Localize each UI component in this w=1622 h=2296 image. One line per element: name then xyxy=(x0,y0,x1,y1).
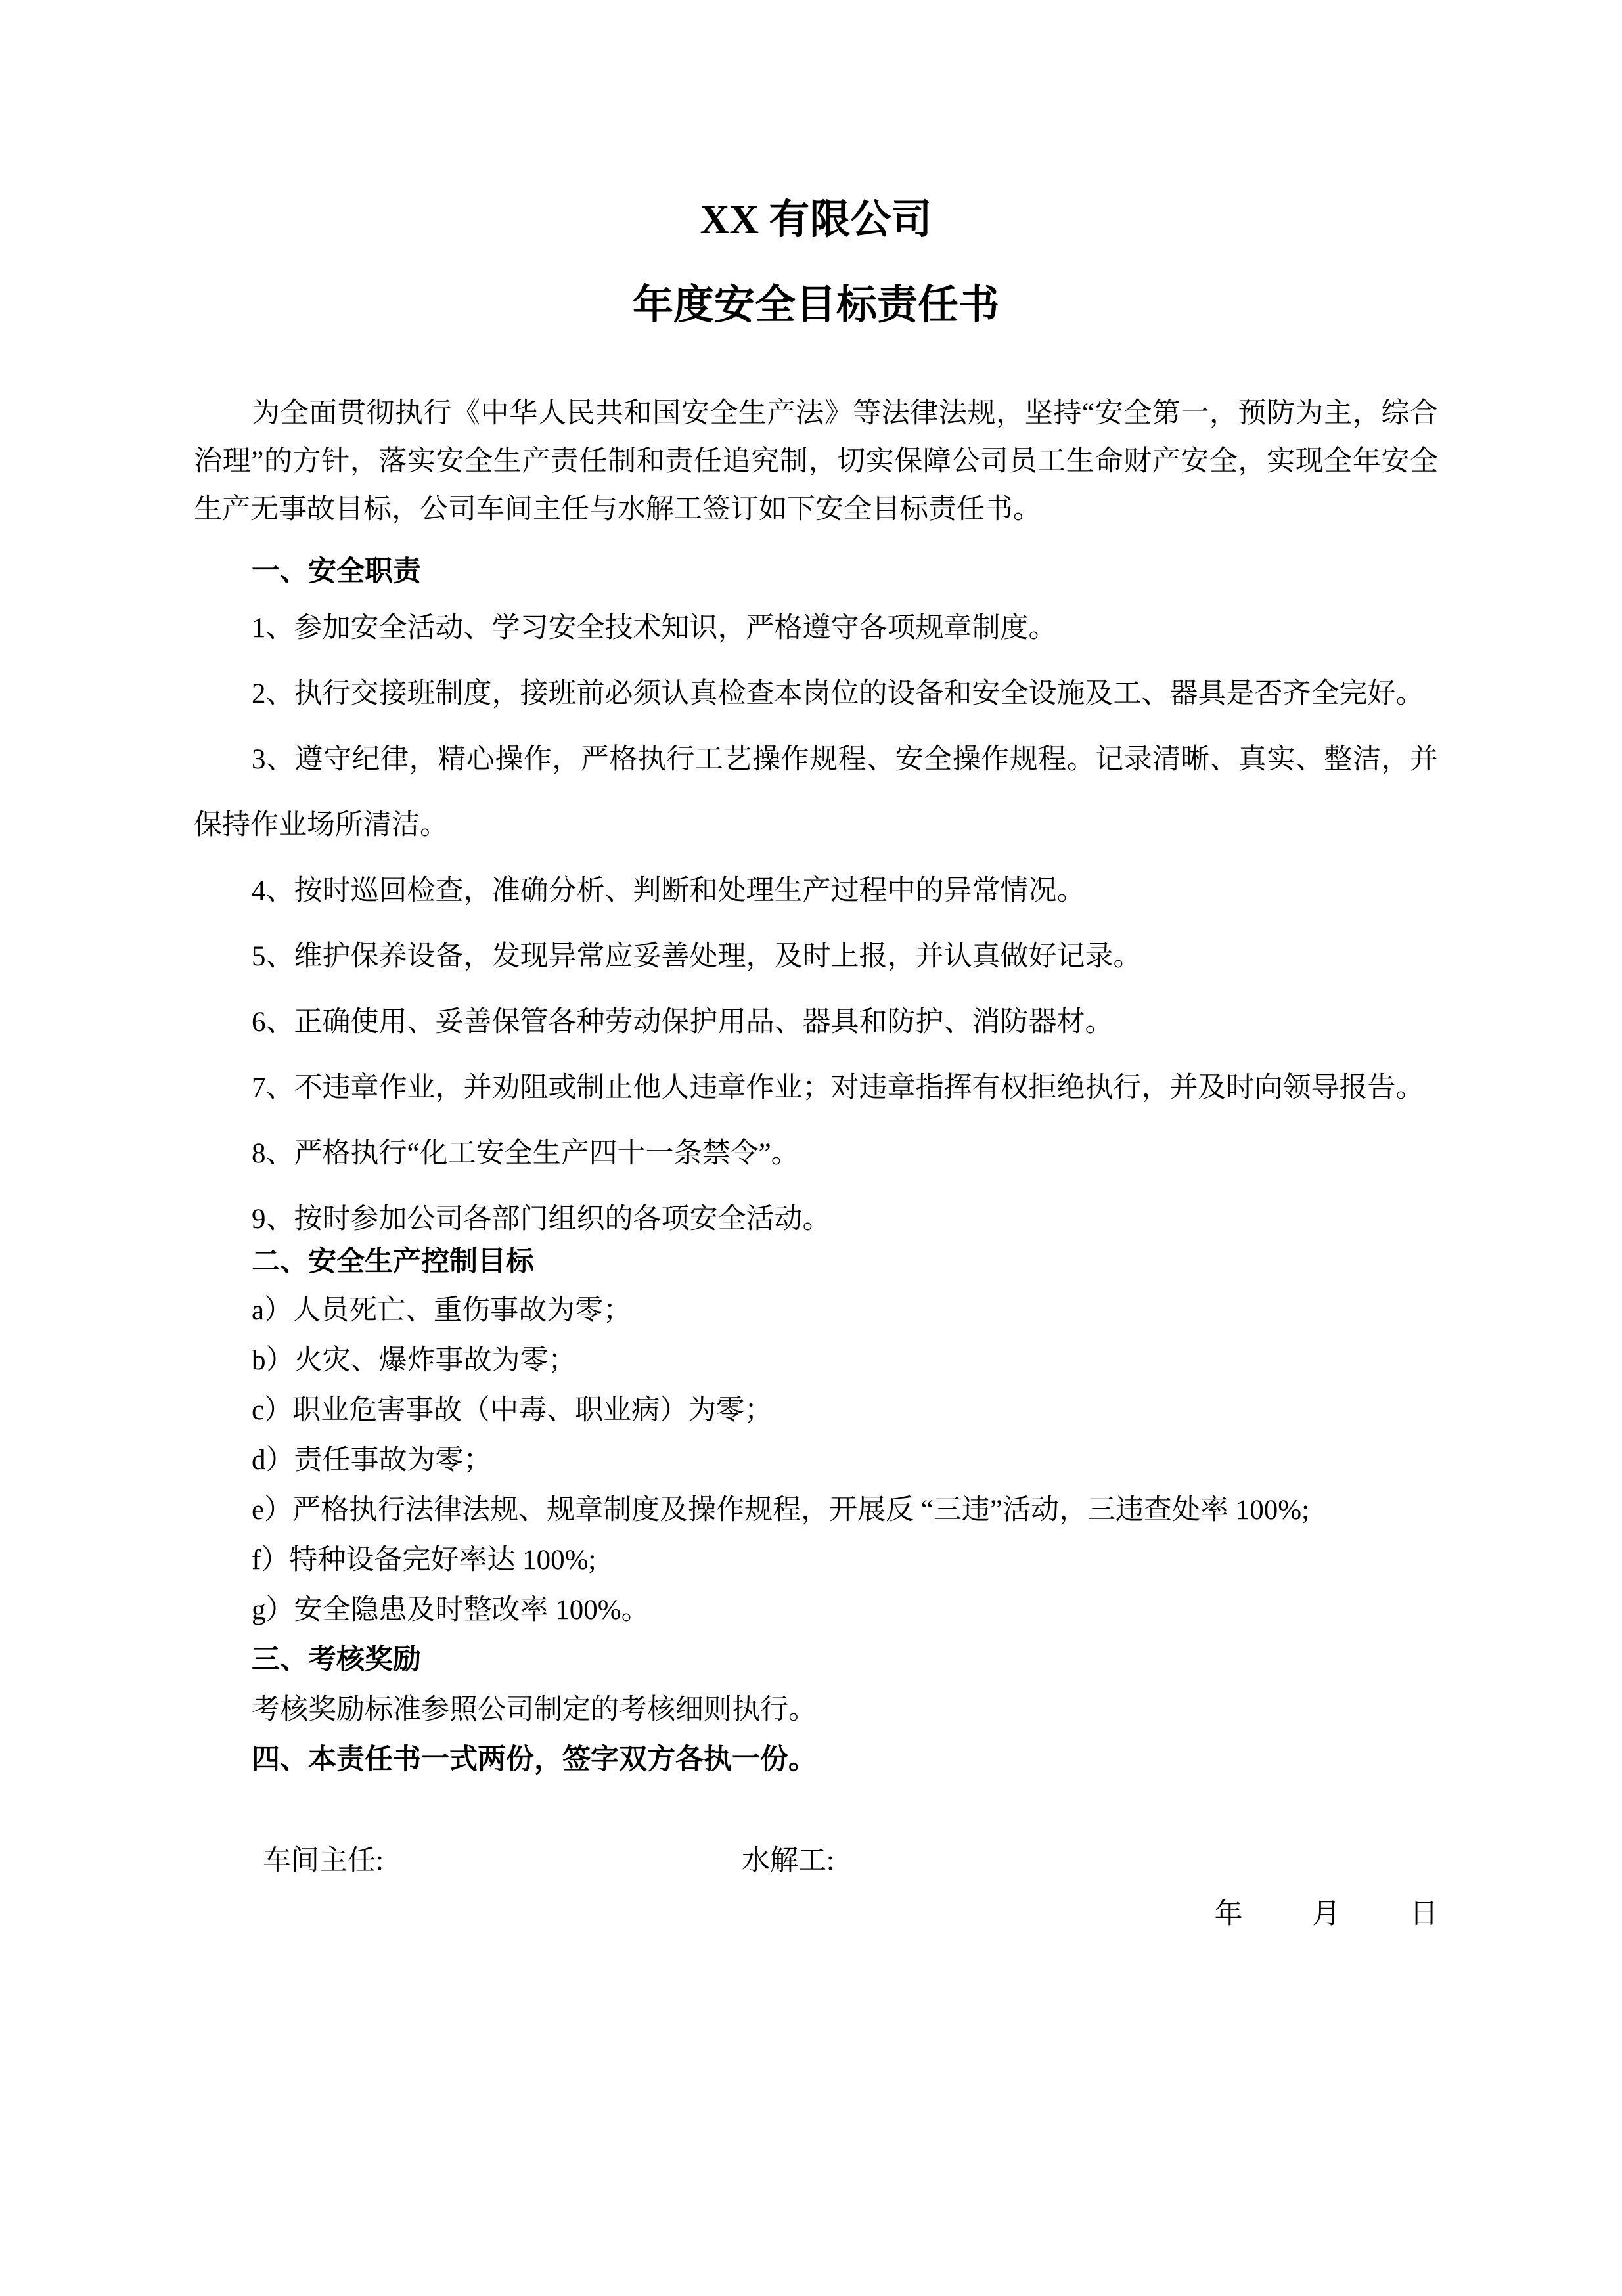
date-line xyxy=(194,1889,1438,1939)
section-1-heading: 一、安全职责 xyxy=(252,556,421,587)
company-title: XX 有限公司 xyxy=(700,198,932,242)
section-2-heading: 二、安全生产控制目标 xyxy=(252,1247,534,1277)
section-1-item: 4、按时巡回检查，准确分析、判断和处理生产过程中的异常情况。 xyxy=(252,875,1085,906)
section-1-item: 5、维护保养设备，发现异常应妥善处理，及时上报，并认真做好记录。 xyxy=(252,941,1142,972)
section-2-item: d）责任事故为零； xyxy=(252,1445,492,1476)
workshop-director-signature-label: 车间主任: xyxy=(263,1845,384,1876)
section-2-items xyxy=(194,1286,1438,1635)
section-1-items xyxy=(194,596,1438,1252)
section-3-heading: 三、考核奖励 xyxy=(252,1645,421,1675)
intro-paragraph: 为全面贯彻执行《中华人民共和国安全生产法》等法律法规，坚持“安全第一，预防为主，综合治理”的方针，落实安全生产责任制和责任追究制，切实保障公司员工生命财产安全，实现全年安全生产无事故目标，公司车间主任与水解工签订如下安全目标责任书。 xyxy=(194,398,1438,525)
section-1-item: 9、按时参加公司各部门组织的各项安全活动。 xyxy=(252,1204,831,1235)
document-title: 年度安全目标责任书 xyxy=(632,283,999,328)
section-1-item: 6、正确使用、妥善保管各种劳动保护用品、器具和防护、消防器材。 xyxy=(252,1007,1114,1038)
section-1-item: 1、参加安全活动、学习安全技术知识，严格遵守各项规章制度。 xyxy=(252,613,1057,644)
section-4-heading: 四、本责任书一式两份，签字双方各执一份。 xyxy=(252,1744,817,1775)
section-1-item: 7、不违章作业，并劝阻或制止他人违章作业；对违章指挥有权拒绝执行，并及时向领导报告。 xyxy=(252,1072,1424,1103)
date-day-label: 日 xyxy=(1410,1899,1438,1930)
section-2-item: f）特种设备完好率达 100%; xyxy=(252,1545,597,1576)
section-1-item: 2、执行交接班制度，接班前必须认真检查本岗位的设备和安全设施及工、器具是否齐全完好。 xyxy=(252,678,1424,709)
section-2-item: e）严格执行法律法规、规章制度及操作规程，开展反 “三违”活动，三违查处率 100%; xyxy=(252,1495,1310,1526)
date-year-label: 年 xyxy=(1214,1899,1243,1930)
section-2-item: b）火灾、爆炸事故为零； xyxy=(252,1345,577,1376)
section-2-item: a）人员死亡、重伤事故为零； xyxy=(252,1295,632,1326)
section-1-item: 3、遵守纪律，精心操作，严格执行工艺操作规程、安全操作规程。记录清晰、真实、整洁，并保持作业场所清洁。 xyxy=(194,744,1438,841)
section-3-body: 考核奖励标准参照公司制定的考核细则执行。 xyxy=(252,1694,817,1725)
section-2-item: c）职业危害事故（中毒、职业病）为零； xyxy=(252,1395,773,1426)
date-month-label: 月 xyxy=(1312,1899,1341,1930)
signature-row xyxy=(194,1836,1438,1886)
section-2-item: g）安全隐患及时整改率 100%。 xyxy=(252,1595,650,1625)
hydrolysis-worker-signature-label: 水解工: xyxy=(741,1845,834,1876)
section-1-item: 8、严格执行“化工安全生产四十一条禁令”。 xyxy=(252,1138,800,1169)
